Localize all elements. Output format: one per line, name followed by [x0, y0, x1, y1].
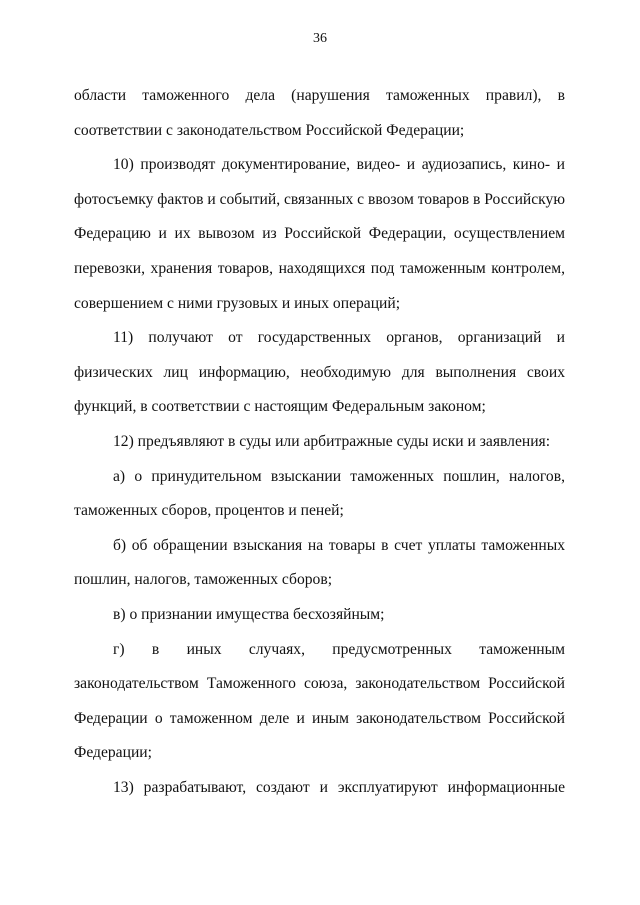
text-line: перевозки, хранения товаров, находящихся под таможенным контролем,: [74, 259, 565, 277]
text-line: области таможенного дела (нарушения таможенных правил), в: [74, 87, 565, 104]
text-line: совершением с ними грузовых и иных операций;: [74, 294, 401, 312]
document-body: [74, 79, 565, 805]
text-line: таможенных сборов, процентов и пеней;: [74, 502, 344, 520]
text-line: 11) получают от государственных органов, организаций и: [113, 329, 565, 347]
text-line: соответствии с законодательством Российской Федерации;: [74, 121, 465, 139]
text-line: законодательством Таможенного союза, законодательством Российской: [74, 675, 565, 693]
text-line: Федерации о таможенном деле и иным законодательством Российской: [74, 709, 565, 727]
text-line: в) о признании имущества бесхозяйным;: [113, 605, 385, 623]
text-line: г) в иных случаях, предусмотренных таможенным: [113, 640, 565, 658]
text-line: пошлин, налогов, таможенных сборов;: [74, 571, 333, 589]
text-line: 12) предъявляют в суды или арбитражные суды иски и заявления:: [113, 432, 551, 450]
text-line: фотосъемку фактов и событий, связанных с ввозом товаров в Российскую: [74, 190, 565, 208]
text-line: Федерации;: [74, 744, 152, 762]
text-line: функций, в соответствии с настоящим Федеральным законом;: [74, 398, 486, 416]
text-line: б) об обращении взыскания на товары в счет уплаты таможенных: [113, 536, 565, 554]
text-line: 10) производят документирование, видео- и аудиозапись, кино- и: [113, 156, 565, 174]
text-line: физических лиц информацию, необходимую для выполнения своих: [74, 363, 565, 381]
text-line: 13) разрабатывают, создают и эксплуатируют информационные: [113, 778, 565, 796]
page-number: 36: [313, 31, 327, 46]
text-line: Федерацию и их вывозом из Российской Федерации, осуществлением: [74, 225, 565, 243]
text-line: а) о принудительном взыскании таможенных пошлин, налогов,: [113, 467, 565, 485]
